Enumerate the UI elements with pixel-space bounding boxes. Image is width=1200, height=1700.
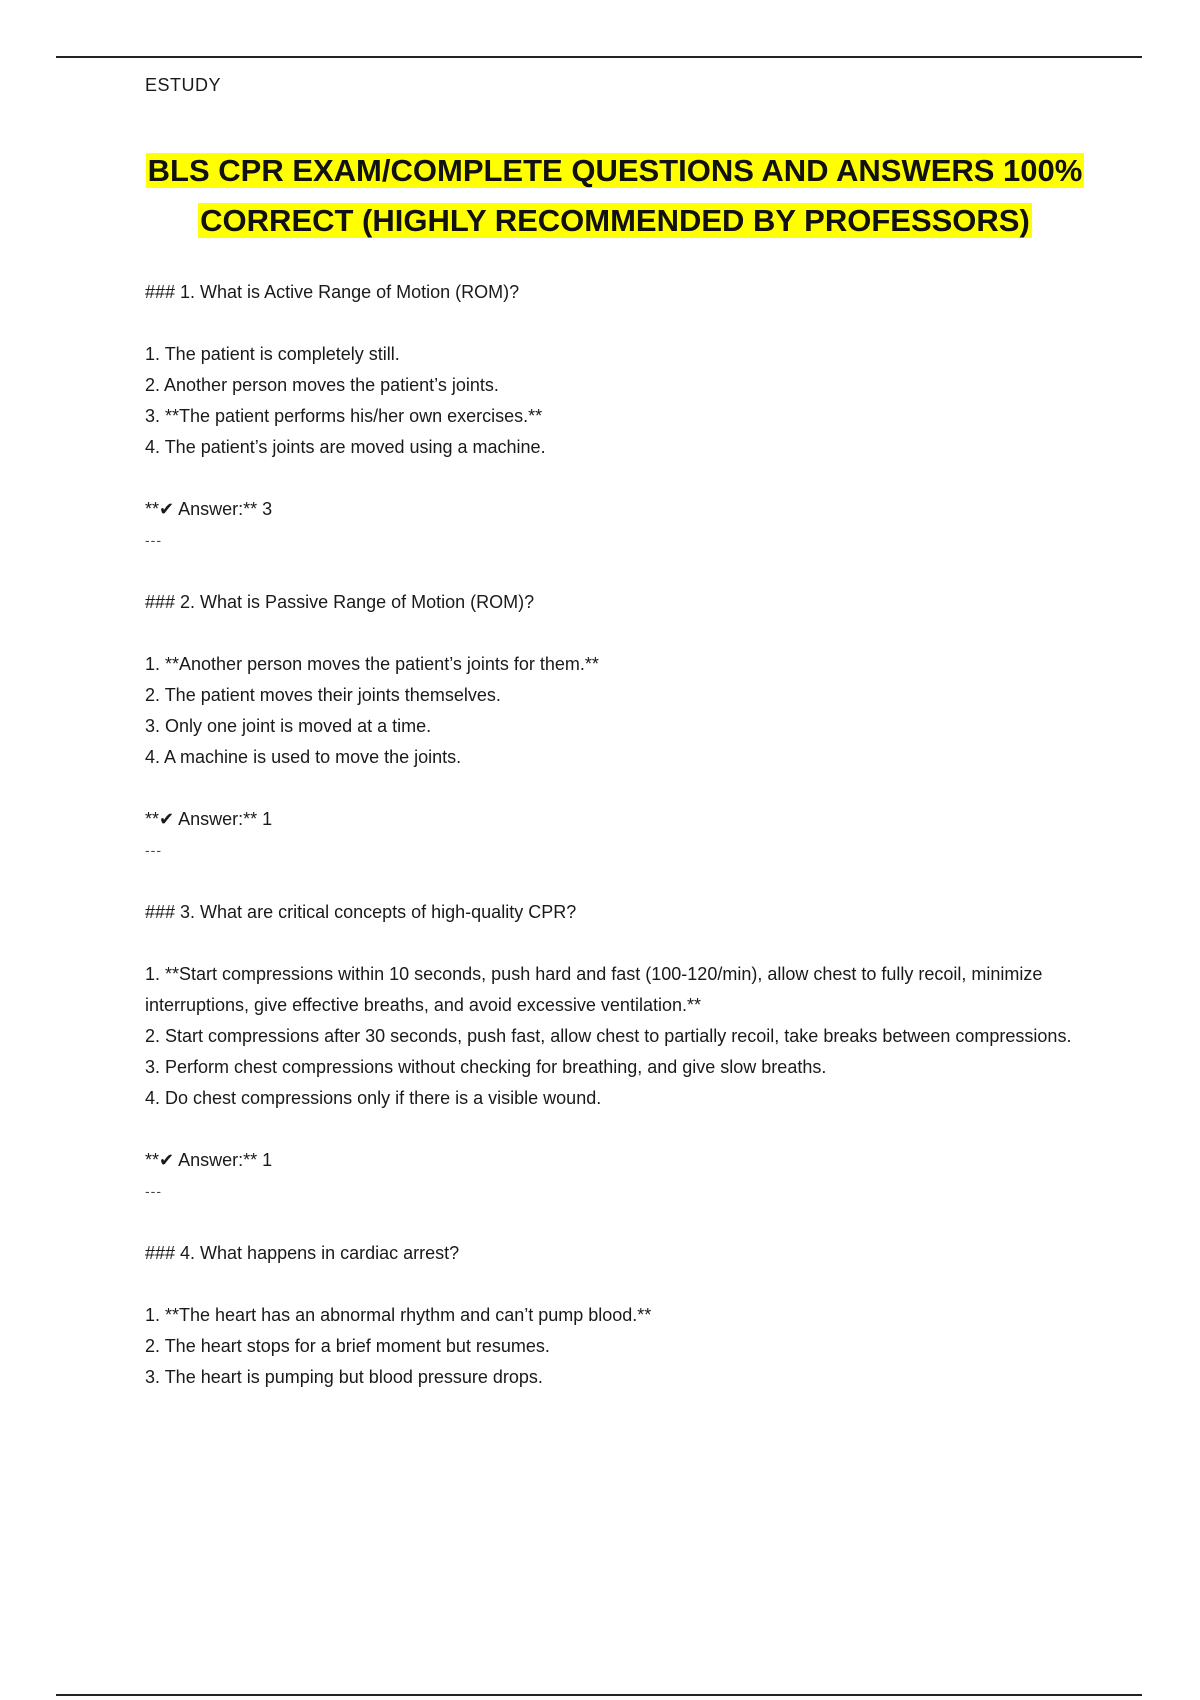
section-separator: --- [145, 842, 162, 858]
option-item: 4. Do chest compressions only if there is a visible wound. [145, 1088, 602, 1108]
document-header-label: ESTUDY [145, 75, 222, 95]
option-list [145, 339, 1095, 463]
option-item: 3. **The patient performs his/her own exercises.** [145, 406, 543, 426]
option-item: 3. The heart is pumping but blood pressure drops. [145, 1367, 543, 1387]
option-item: 2. Another person moves the patient’s joints. [145, 375, 499, 395]
option-item: 4. A machine is used to move the joints. [145, 747, 462, 767]
option-item: 2. The heart stops for a brief moment but resumes. [145, 1336, 550, 1356]
option-list [145, 649, 1095, 773]
option-item: 3. Only one joint is moved at a time. [145, 716, 432, 736]
answer-line: **✔ Answer:** 1 [145, 809, 273, 829]
option-item: 2. The patient moves their joints themselves. [145, 685, 501, 705]
option-item: 1. **Another person moves the patient’s joints for them.** [145, 654, 599, 674]
question-list [145, 277, 1095, 1424]
option-item: 1. **Start compressions within 10 seconds, push hard and fast (100-120/min), allow chest to fully recoil, minimize interruptions, give effective breaths, and avoid excessive ventilation.** [145, 964, 1043, 1015]
option-item: 1. The patient is completely still. [145, 344, 400, 364]
option-item: 1. **The heart has an abnormal rhythm and can’t pump blood.** [145, 1305, 652, 1325]
question-block-4 [145, 1238, 1095, 1393]
question-block-2 [145, 587, 1095, 866]
question-block-1 [145, 277, 1095, 556]
question-block-3 [145, 897, 1095, 1207]
option-item: 3. Perform chest compressions without checking for breathing, and give slow breaths. [145, 1057, 827, 1077]
bottom-rule [56, 1694, 1142, 1696]
answer-line: **✔ Answer:** 1 [145, 1150, 273, 1170]
top-rule [56, 56, 1142, 58]
option-item: 4. The patient’s joints are moved using a machine. [145, 437, 546, 457]
option-item: 2. Start compressions after 30 seconds, push fast, allow chest to partially recoil, take breaks between compressions. [145, 1026, 1072, 1046]
question-heading: ### 4. What happens in cardiac arrest? [145, 1243, 460, 1263]
title-line-1: BLS CPR EXAM/COMPLETE QUESTIONS AND ANSWERS 100% [147, 153, 1083, 188]
document-title [0, 146, 1200, 246]
option-list [145, 959, 1095, 1114]
answer-line: **✔ Answer:** 3 [145, 499, 273, 519]
section-separator: --- [145, 532, 162, 548]
question-heading: ### 2. What is Passive Range of Motion (ROM)? [145, 592, 535, 612]
question-heading: ### 3. What are critical concepts of high-quality CPR? [145, 902, 577, 922]
section-separator: --- [145, 1183, 162, 1199]
option-list [145, 1300, 1095, 1393]
title-line-2: CORRECT (HIGHLY RECOMMENDED BY PROFESSORS) [200, 203, 1030, 238]
question-heading: ### 1. What is Active Range of Motion (ROM)? [145, 282, 520, 302]
